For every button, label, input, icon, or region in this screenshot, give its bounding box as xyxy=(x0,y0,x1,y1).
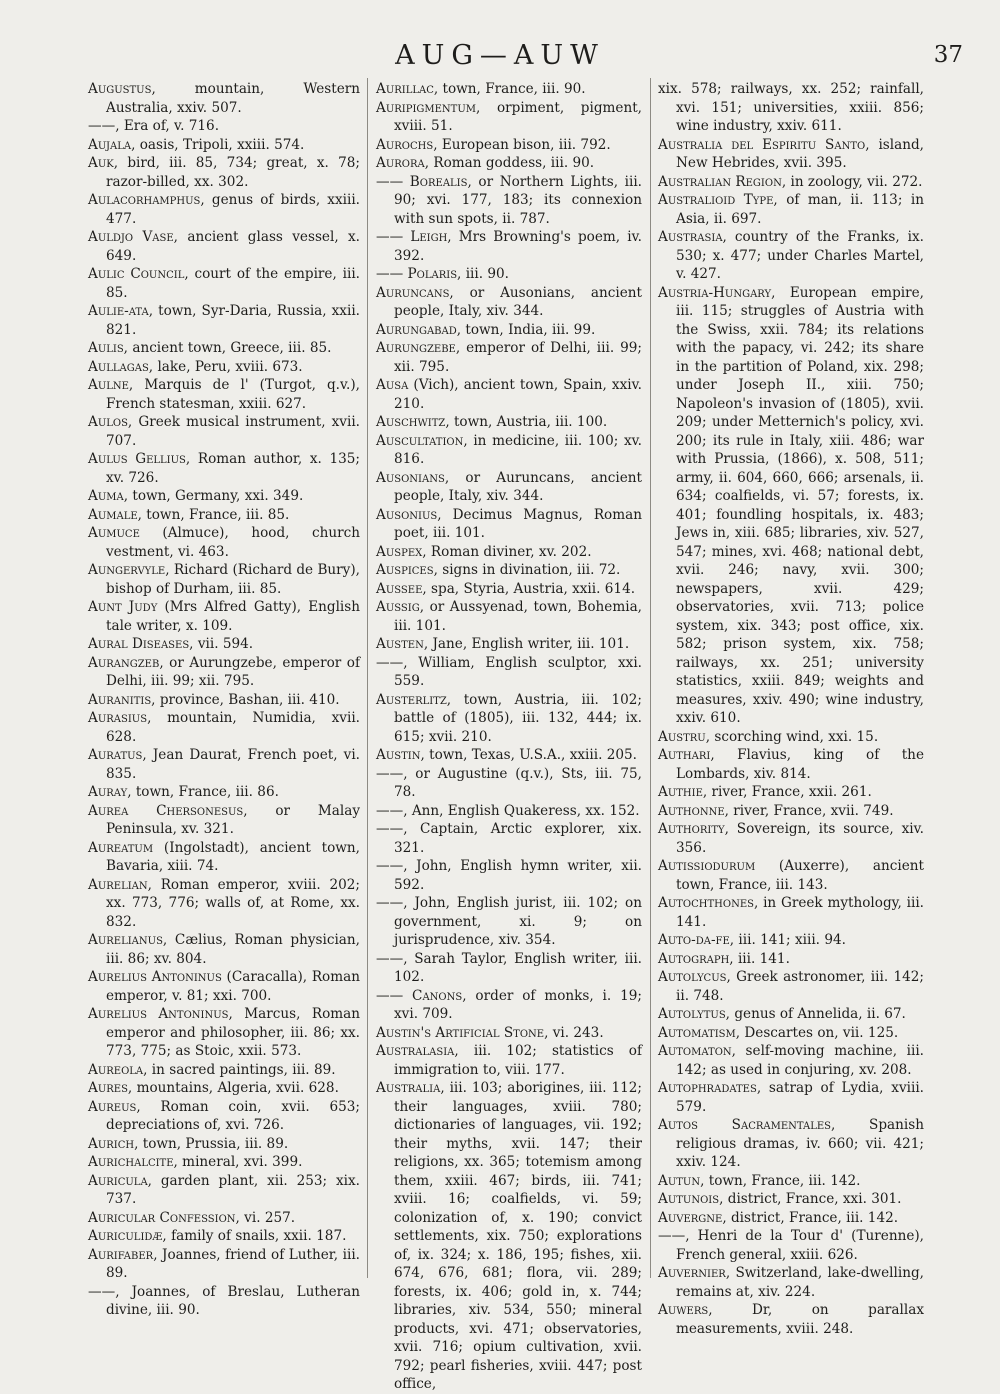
entry-text: ——, or Augustine (q.v.), Sts, iii. 75, 78. xyxy=(376,765,642,800)
entry-text: vi. 243. xyxy=(548,1024,604,1041)
entry-headword: Autunois, xyxy=(658,1191,724,1207)
entry-headword: Aurich, xyxy=(88,1135,139,1152)
index-entry xyxy=(88,1061,360,1080)
entry-text: (Caracalla), Roman emperor, v. 81; xxi. 700. xyxy=(106,969,360,1004)
entry-headword: Aunt Judy xyxy=(88,599,158,615)
index-entry xyxy=(88,876,360,932)
entry-text: signs in divination, iii. 72. xyxy=(437,562,621,578)
index-entry xyxy=(658,783,924,802)
entry-headword: Ausonius, xyxy=(376,506,442,523)
entry-text: in zoology, vii. 272. xyxy=(786,173,923,190)
entry-text: town, Syr-Daria, Russia, xxii. 821. xyxy=(106,303,360,338)
entry-text: town, Prussia, iii. 89. xyxy=(138,1135,289,1152)
entry-headword: Automaton, xyxy=(658,1043,736,1059)
entry-headword: Authority, xyxy=(658,821,729,837)
entry-text: town, France, iii. 90. xyxy=(438,81,586,97)
entry-text: self-moving machine, iii. 142; as used in conjuring, xv. 208. xyxy=(676,1043,924,1078)
entry-text: European bison, iii. 792. xyxy=(437,136,611,153)
entry-headword: Aural Diseases, xyxy=(88,636,194,652)
index-entry xyxy=(376,228,642,265)
entry-text: or Auruncans, ancient people, Italy, xiv. 344. xyxy=(394,469,642,504)
entry-text: vii. 594. xyxy=(193,636,254,652)
index-entry xyxy=(88,968,360,1005)
entry-headword: Autolytus, xyxy=(658,1006,730,1022)
entry-text: mountain, Western Australia, xxiv. 507. xyxy=(106,81,360,116)
entry-text: in Greek mythology, iii. 141. xyxy=(676,895,924,930)
index-entry xyxy=(658,820,924,857)
entry-text: family of snails, xxii. 187. xyxy=(166,1228,347,1244)
entry-text: Joannes, friend of Luther, iii. 89. xyxy=(106,1246,360,1281)
entry-text: xix. 578; railways, xx. 252; rainfall, xvi. 151; universities, xxiii. 856; wine industry, xxiv. 611. xyxy=(658,81,924,134)
index-column-1 xyxy=(88,80,360,1320)
entry-text: of man, ii. 113; in Asia, ii. 697. xyxy=(676,192,924,227)
entry-headword: Aullagas, xyxy=(88,358,154,375)
entry-text: European empire, iii. 115; struggles of Austria with the Swiss, xxii. 784; its relations with the papacy, vi. 242; its share in the partition of Poland, xix. 298; under Joseph II., xiii. 750; Napoleon's invasion of (1805), xvii. 209; under Metternich's policy, xvi. 200; its rule in Italy, xiii. 486; war with Prussia, (1866), x. 508, 511; army, ii. 604, 660, 666; arsenals, ii. 634; coalfields, vi. 57; forests, ix. 401; foundling hospitals, ix. 483; Jews in, xiii. 685; libraries, xiv. 527, 547; mines, xvi. 468; national debt, xvii. 246; navy, xvii. 300; newspapers, xvii. 429; observatories, xvii. 713; police system, xix. 343; post office, xix. 582; prison system, xix. 758; railways, xx. 251; university statistics, xxiii. 849; weights and measures, xxiv. 490; wine industry, xxiv. 610. xyxy=(676,284,924,726)
index-entry xyxy=(658,968,924,1005)
entry-text: genus of Annelida, ii. 67. xyxy=(730,1006,906,1022)
entry-text: Cælius, Roman physician, iii. 86; xv. 804. xyxy=(106,932,360,967)
entry-headword: Automatism, xyxy=(658,1024,741,1041)
entry-headword: Aurasius, xyxy=(88,710,152,726)
entry-text: in sacred paintings, iii. 89. xyxy=(147,1061,336,1078)
index-entry xyxy=(88,783,360,802)
index-entry xyxy=(376,635,642,654)
entry-text: ——, Ann, English Quakeress, xx. 152. xyxy=(376,802,640,819)
entry-headword: Aurifaber, xyxy=(88,1246,158,1263)
entry-headword: Aulos, xyxy=(88,414,133,430)
entry-text: garden plant, xii. 253; xix. 737. xyxy=(106,1172,360,1207)
index-entry xyxy=(376,598,642,635)
entry-headword: Aurochs, xyxy=(376,136,438,153)
entry-headword: Aurea Chersonesus, xyxy=(88,802,248,819)
entry-text: lake, Peru, xviii. 673. xyxy=(153,358,303,375)
page-title: AUG—AUW xyxy=(395,40,605,71)
index-entry xyxy=(88,1227,360,1246)
index-entry xyxy=(658,228,924,284)
index-entry xyxy=(376,1024,642,1043)
index-entry xyxy=(88,1209,360,1228)
index-entry xyxy=(88,1283,360,1320)
entry-headword: Aurelianus, xyxy=(88,932,168,948)
index-entry xyxy=(88,136,360,155)
index-entry xyxy=(88,302,360,339)
entry-headword: Ausa xyxy=(376,377,409,393)
index-entry xyxy=(376,376,642,413)
entry-text: mineral, xvi. 399. xyxy=(177,1154,303,1170)
entry-headword: Aurelius Antoninus, xyxy=(88,1006,233,1022)
column-divider xyxy=(367,78,368,1278)
index-entry xyxy=(658,136,924,173)
entry-text: order of monks, i. 19; xvi. 709. xyxy=(394,987,642,1022)
index-entry xyxy=(658,728,924,747)
entry-text: Spanish religious dramas, iv. 660; vii. 421; xxiv. 124. xyxy=(676,1117,924,1170)
entry-text: town, Texas, U.S.A., xxiii. 205. xyxy=(424,747,637,763)
entry-text: ——, John, English hymn writer, xii. 592. xyxy=(376,858,642,893)
entry-headword: Austru, xyxy=(658,728,711,745)
index-entry xyxy=(376,80,642,99)
index-entry xyxy=(658,1227,924,1264)
entry-headword: —— Borealis, xyxy=(376,173,472,190)
index-entry xyxy=(88,931,360,968)
index-entry xyxy=(88,802,360,839)
entry-text: Jane, English writer, iii. 101. xyxy=(428,636,630,652)
index-entry xyxy=(88,709,360,746)
entry-headword: Australia del Espiritu Santo, xyxy=(658,136,870,153)
entry-text: bird, iii. 85, 734; great, x. 78; razor-billed, xx. 302. xyxy=(106,155,360,190)
index-entry xyxy=(88,561,360,598)
entry-text: ——, Era of, v. 716. xyxy=(88,118,220,134)
index-entry xyxy=(658,1190,924,1209)
entry-headword: Auray, xyxy=(88,784,132,800)
entry-headword: Auricula, xyxy=(88,1172,152,1189)
index-entry xyxy=(88,154,360,191)
index-entry xyxy=(376,561,642,580)
index-entry xyxy=(658,950,924,969)
index-entry xyxy=(376,820,642,857)
index-entry xyxy=(376,543,642,562)
entry-text: ——, Sarah Taylor, English writer, iii. 102. xyxy=(376,950,642,985)
entry-headword: Aungervyle, xyxy=(88,562,170,578)
entry-headword: Auschwitz, xyxy=(376,414,450,430)
entry-text: Decimus Magnus, Roman poet, iii. 101. xyxy=(394,506,642,541)
index-column-3 xyxy=(658,80,924,1338)
index-entry xyxy=(88,1246,360,1283)
index-entry xyxy=(88,524,360,561)
index-entry xyxy=(658,1005,924,1024)
index-entry xyxy=(88,117,360,136)
entry-headword: Austin, xyxy=(376,747,425,763)
entry-text: satrap of Lydia, xviii. 579. xyxy=(676,1080,924,1115)
entry-headword: Aulis, xyxy=(88,340,129,356)
index-entry xyxy=(88,598,360,635)
entry-headword: Auripigmentum, xyxy=(376,99,481,116)
index-entry xyxy=(88,1005,360,1061)
entry-text: iii. 102; statistics of immigration to, viii. 177. xyxy=(394,1043,642,1078)
entry-headword: —— Leigh, xyxy=(376,229,452,245)
index-entry xyxy=(88,450,360,487)
index-entry xyxy=(88,1135,360,1154)
running-header xyxy=(0,38,1000,78)
entry-text: Greek astronomer, iii. 142; ii. 748. xyxy=(676,969,924,1004)
entry-text: (Ingolstadt), ancient town, Bavaria, xiii. 74. xyxy=(106,839,360,874)
entry-text: Dr, on parallax measurements, xviii. 248. xyxy=(676,1302,924,1337)
entry-headword: Auspices, xyxy=(376,562,438,578)
entry-text: Roman goddess, iii. 90. xyxy=(429,155,595,171)
index-entry xyxy=(658,931,924,950)
entry-headword: Aulacorhamphus, xyxy=(88,192,205,208)
entry-headword: Austrasia, xyxy=(658,229,727,245)
entry-headword: Aurungabad, xyxy=(376,321,462,338)
index-entry xyxy=(658,1079,924,1116)
entry-text: Sovereign, its source, xiv. 356. xyxy=(676,821,924,856)
index-entry xyxy=(88,1079,360,1098)
index-column-2 xyxy=(376,80,642,1394)
entry-headword: Authie, xyxy=(658,784,708,800)
index-entry xyxy=(88,376,360,413)
entry-text: (Vich), ancient town, Spain, xxiv. 210. xyxy=(394,377,642,412)
column-divider xyxy=(650,78,651,1278)
entry-headword: Auma, xyxy=(88,488,129,504)
index-entry xyxy=(658,191,924,228)
entry-text: or Ausonians, ancient people, Italy, xiv. 344. xyxy=(394,284,642,319)
index-entry xyxy=(376,432,642,469)
entry-text: Descartes on, vii. 125. xyxy=(740,1024,899,1041)
entry-text: Roman coin, xvii. 653; depreciations of, xvi. 726. xyxy=(106,1098,360,1133)
entry-text: mountains, Algeria, xvii. 628. xyxy=(132,1080,339,1096)
entry-text: in medicine, iii. 100; xv. 816. xyxy=(394,432,642,467)
entry-headword: Aussee, xyxy=(376,580,427,597)
index-entry xyxy=(376,321,642,340)
index-entry xyxy=(88,839,360,876)
entry-text: ancient town, Greece, iii. 85. xyxy=(128,340,332,356)
entry-text: Flavius, king of the Lombards, xiv. 814. xyxy=(676,747,924,782)
entry-text: island, New Hebrides, xvii. 395. xyxy=(676,136,924,171)
entry-headword: Auwers, xyxy=(658,1302,713,1318)
entry-headword: Aurora, xyxy=(376,155,430,171)
entry-headword: Ausonians, xyxy=(376,469,450,486)
entry-headword: —— Polaris, xyxy=(376,266,462,282)
entry-headword: Auranitis, xyxy=(88,691,156,708)
index-entry xyxy=(376,950,642,987)
entry-text: town, Austria, iii. 102; battle of (1805), iii. 132, 444; ix. 615; xvii. 210. xyxy=(394,691,642,745)
entry-headword: Austin's Artificial Stone, xyxy=(376,1024,549,1041)
entry-text: oasis, Tripoli, xxiii. 574. xyxy=(135,136,305,153)
index-entry xyxy=(658,802,924,821)
entry-text: vi. 257. xyxy=(239,1209,296,1226)
index-entry xyxy=(376,99,642,136)
entry-headword: Authari, xyxy=(658,747,715,763)
index-entry xyxy=(658,1116,924,1172)
entry-text: (Auxerre), ancient town, France, iii. 143. xyxy=(676,858,924,893)
index-entry xyxy=(376,1079,642,1394)
index-entry xyxy=(88,1172,360,1209)
page-number: 37 xyxy=(933,42,963,68)
entry-text: mountain, Numidia, xvii. 628. xyxy=(106,710,360,745)
entry-headword: Aujala, xyxy=(88,136,136,153)
index-entry xyxy=(376,580,642,599)
entry-text: river, France, xxii. 261. xyxy=(707,784,872,800)
entry-text: Marquis de l' (Turgot, q.v.), French statesman, xxiii. 627. xyxy=(106,377,360,412)
entry-text: Roman diviner, xv. 202. xyxy=(426,543,592,560)
entry-headword: Aureatum xyxy=(88,839,154,856)
entry-text: or Aurungzebe, emperor of Delhi, iii. 99; xii. 795. xyxy=(106,654,360,689)
index-entry xyxy=(376,284,642,321)
entry-text: district, France, iii. 142. xyxy=(726,1209,899,1226)
index-entry xyxy=(376,802,642,821)
index-entry xyxy=(658,1172,924,1191)
index-entry xyxy=(88,358,360,377)
index-entry xyxy=(376,654,642,691)
index-entry xyxy=(88,654,360,691)
entry-headword: Austen, xyxy=(376,636,429,652)
entry-headword: Aureola, xyxy=(88,1061,148,1078)
entry-text: town, France, iii. 85. xyxy=(141,506,290,523)
entry-headword: Australian Region, xyxy=(658,173,787,190)
entry-text: orpiment, pigment, xviii. 51. xyxy=(394,99,642,134)
entry-text: Roman author, x. 135; xv. 726. xyxy=(106,451,360,486)
entry-headword: Auspex, xyxy=(376,543,427,560)
entry-headword: Auk, xyxy=(88,155,119,171)
entry-headword: Auricular Confession, xyxy=(88,1209,240,1226)
index-entry xyxy=(376,506,642,543)
entry-text: ——, Joannes, of Breslau, Lutheran divine, iii. 90. xyxy=(88,1283,360,1318)
entry-text: iii. 141. xyxy=(733,950,790,967)
entry-headword: Augustus, xyxy=(88,81,156,97)
entry-headword: Australia, xyxy=(376,1080,445,1096)
entry-text: country of the Franks, ix. 530; x. 477; under Charles Martel, v. 427. xyxy=(676,229,924,282)
index-entry xyxy=(88,339,360,358)
entry-headword: Aulus Gellius, xyxy=(88,451,191,467)
entry-headword: Aussig, xyxy=(376,599,425,615)
entry-text: (Mrs Alfred Gatty), English tale writer, x. 109. xyxy=(106,599,361,634)
index-entry xyxy=(376,746,642,765)
entry-text: river, France, xvii. 749. xyxy=(728,802,894,819)
index-entry xyxy=(88,635,360,654)
index-entry xyxy=(658,746,924,783)
entry-headword: Aulie-ata, xyxy=(88,303,154,319)
entry-headword: Autolycus, xyxy=(658,969,731,985)
index-entry xyxy=(376,339,642,376)
entry-headword: Authonne, xyxy=(658,802,729,819)
index-entry xyxy=(88,1098,360,1135)
entry-headword: Auriculidæ, xyxy=(88,1228,167,1244)
entry-headword: Aumuce xyxy=(88,525,140,541)
entry-text: or Malay Peninsula, xv. 321. xyxy=(106,802,361,837)
entry-headword: Autochthones, xyxy=(658,895,759,911)
entry-headword: Aurangzeb, xyxy=(88,654,164,671)
entry-text: or Aussyenad, town, Bohemia, iii. 101. xyxy=(394,599,642,634)
index-entry xyxy=(88,191,360,228)
entry-headword: Auvergne, xyxy=(658,1209,727,1226)
index-entry xyxy=(88,506,360,525)
entry-headword: Autophradates, xyxy=(658,1080,762,1096)
entry-headword: Autos Sacramentales, xyxy=(658,1117,836,1133)
entry-text: Roman emperor, xviii. 202; xx. 773, 776; walls of, at Rome, xx. 832. xyxy=(106,876,360,930)
index-entry xyxy=(88,228,360,265)
entry-headword: Australasia, xyxy=(376,1043,459,1059)
index-entry xyxy=(376,765,642,802)
index-entry xyxy=(376,857,642,894)
entry-headword: Autograph, xyxy=(658,950,734,967)
index-entry xyxy=(376,1042,642,1079)
index-entry xyxy=(88,487,360,506)
index-entry xyxy=(376,691,642,747)
entry-headword: Auruncans, xyxy=(376,284,454,301)
entry-headword: Aures, xyxy=(88,1080,133,1096)
index-entry xyxy=(376,173,642,229)
entry-text: Switzerland, lake-dwelling, remains at, xiv. 224. xyxy=(676,1265,924,1300)
entry-headword: Auratus, xyxy=(88,747,147,763)
entry-text: emperor of Delhi, iii. 99; xii. 795. xyxy=(394,340,642,375)
index-entry xyxy=(376,469,642,506)
index-entry xyxy=(658,857,924,894)
entry-headword: Aurichalcite, xyxy=(88,1154,178,1170)
entry-text: (Almuce), hood, church vestment, vi. 463. xyxy=(106,525,360,560)
entry-text: town, Austria, iii. 100. xyxy=(449,414,608,430)
entry-text: ancient glass vessel, x. 649. xyxy=(106,229,360,264)
entry-headword: Aumale, xyxy=(88,506,142,523)
index-entry xyxy=(376,136,642,155)
entry-text: or Northern Lights, iii. 90; xvi. 177, 183; its connexion with sun spots, ii. 787. xyxy=(394,173,643,227)
entry-headword: Auto-da-fe, xyxy=(658,932,735,948)
entry-text: iii. 141; xiii. 94. xyxy=(734,932,846,948)
entry-headword: Austria-Hungary, xyxy=(658,284,776,301)
entry-headword: Aulne, xyxy=(88,377,134,393)
entry-text: ——, Henri de la Tour d' (Turenne), French general, xxiii. 626. xyxy=(658,1228,924,1263)
entry-headword: Autissiodurum xyxy=(658,858,756,874)
entry-text: genus of birds, xxiii. 477. xyxy=(106,192,360,227)
entry-headword: Auvernier, xyxy=(658,1265,731,1281)
entry-text: Mrs Browning's poem, iv. 392. xyxy=(394,229,642,264)
entry-text: Greek musical instrument, xvii. 707. xyxy=(106,414,360,449)
entry-text: scorching wind, xxi. 15. xyxy=(710,728,879,745)
index-entry xyxy=(88,1153,360,1172)
index-entry xyxy=(658,1042,924,1079)
index-entry xyxy=(376,413,642,432)
index-entry xyxy=(88,413,360,450)
entry-headword: Aureus, xyxy=(88,1098,141,1115)
index-entry xyxy=(658,894,924,931)
entry-text: iii. 103; aborigines, iii. 112; their languages, xviii. 780; dictionaries of languages, vii. 192; their myths, xvii. 147; their religions, xx. 365; totemism among them, xxiii. 467; birds, iii. 741; xviii. 16; coalfields, vi. 59; colonization of, x. 190; convict settlements, xix. 750; explorations of, ix. 324; x. 186, 195; fishes, xii. 674, 676, 681; flora, vii. 289; forests, ix. 406; gold in, x. 744; libraries, xiv. 534, 550; mineral products, xvi. 471; observatories, xvii. 716; opium cultivation, xvii. 792; pearl fisheries, xviii. 447; post office, xyxy=(394,1080,642,1392)
index-entry xyxy=(376,265,642,284)
index-entry xyxy=(658,1024,924,1043)
index-entry xyxy=(658,173,924,192)
entry-text: court of the empire, iii. 85. xyxy=(106,266,360,301)
entry-headword: —— Canons, xyxy=(376,987,467,1004)
entry-text: Richard (Richard de Bury), bishop of Durham, iii. 85. xyxy=(106,562,360,597)
entry-text: province, Bashan, iii. 410. xyxy=(155,691,340,708)
index-entry xyxy=(88,80,360,117)
index-entry xyxy=(88,265,360,302)
entry-headword: Aurelian, xyxy=(88,876,152,893)
entry-text: town, France, iii. 142. xyxy=(704,1172,861,1189)
entry-headword: Australioid Type, xyxy=(658,192,778,208)
index-entry xyxy=(658,1301,924,1338)
entry-headword: Auscultation, xyxy=(376,432,468,449)
index-entry xyxy=(376,987,642,1024)
entry-text: town, India, iii. 99. xyxy=(461,321,596,338)
entry-text: iii. 90. xyxy=(461,266,509,282)
entry-headword: Aulic Council, xyxy=(88,266,189,282)
entry-headword: Aurelius Antoninus xyxy=(88,969,222,985)
entry-headword: Aurillac, xyxy=(376,81,439,97)
entry-headword: Auldjo Vase, xyxy=(88,229,178,245)
index-entry xyxy=(376,154,642,173)
index-entry xyxy=(658,1264,924,1301)
entry-text: Marcus, Roman emperor and philosopher, iii. 86; xx. 773, 775; as Stoic, xxii. 573. xyxy=(106,1006,361,1059)
entry-text: district, France, xxi. 301. xyxy=(723,1191,902,1207)
entry-text: town, Germany, xxi. 349. xyxy=(128,488,304,504)
entry-text: spa, Styria, Austria, xxii. 614. xyxy=(426,580,636,597)
index-entry xyxy=(376,894,642,950)
index-entry xyxy=(88,746,360,783)
entry-text: Jean Daurat, French poet, vi. 835. xyxy=(106,747,360,782)
index-entry xyxy=(658,284,924,728)
entry-headword: Aurungzebe, xyxy=(376,340,461,356)
entry-text: ——, William, English sculptor, xxi. 559. xyxy=(376,654,642,689)
index-entry xyxy=(658,80,924,136)
index-entry xyxy=(658,1209,924,1228)
entry-text: ——, John, English jurist, iii. 102; on government, xi. 9; on jurisprudence, xiv. 354. xyxy=(376,895,642,948)
entry-headword: Autun, xyxy=(658,1172,705,1189)
entry-text: ——, Captain, Arctic explorer, xix. 321. xyxy=(376,821,642,856)
index-entry xyxy=(88,691,360,710)
entry-text: town, France, iii. 86. xyxy=(131,784,279,800)
entry-headword: Austerlitz, xyxy=(376,691,452,708)
